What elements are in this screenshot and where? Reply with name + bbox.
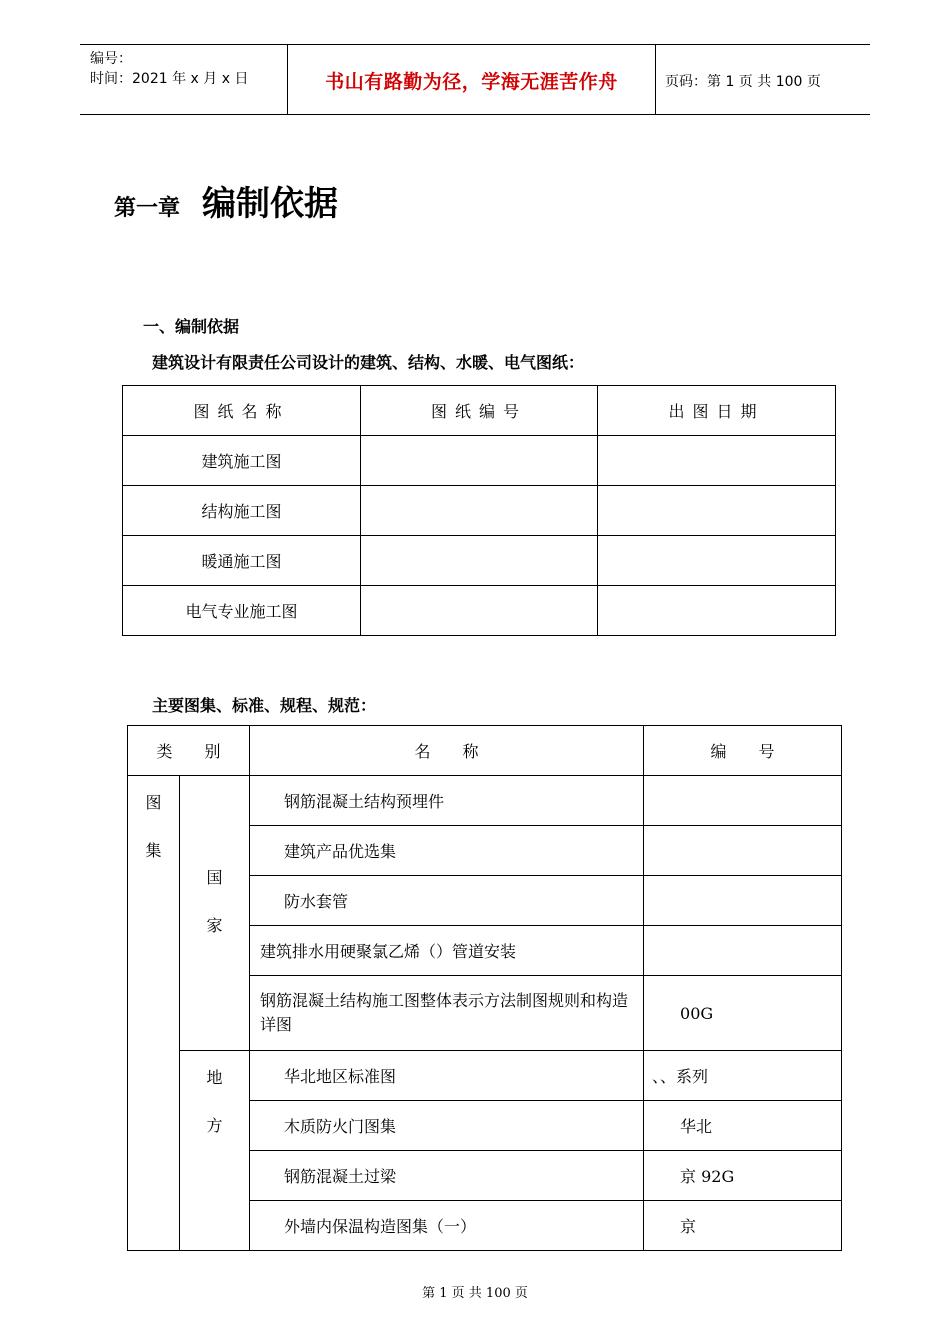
table-row: [123, 536, 836, 586]
header-cell: 出图日期: [598, 386, 836, 436]
category-char: 家: [206, 916, 223, 935]
standard-code-cell: 、、系列: [644, 1051, 842, 1101]
category-char: 国: [206, 868, 223, 887]
standard-name-cell: 建筑排水用硬聚氯乙烯（）管道安装: [250, 926, 644, 976]
table-header-row: [123, 386, 836, 436]
standard-name-cell: 钢筋混凝土结构施工图整体表示方法制图规则和构造详图: [250, 976, 644, 1051]
chapter-number: 第一章: [114, 195, 181, 221]
chapter-title: 编制依据: [202, 184, 339, 224]
drawings-intro: 建筑设计有限责任公司设计的建筑、结构、水暖、电气图纸：: [152, 353, 585, 372]
category-national-cell: [180, 776, 250, 1051]
standard-name-cell: 木质防火门图集: [250, 1101, 644, 1151]
category-local-cell: [180, 1051, 250, 1251]
section-heading: 一、编制依据: [143, 317, 240, 336]
chapter-heading: [114, 176, 338, 225]
table-row: [128, 776, 842, 826]
table-row: [123, 586, 836, 636]
standard-code-cell: [644, 926, 842, 976]
header-cell-category: 类 别: [128, 726, 250, 776]
drawing-number-cell: [361, 586, 598, 636]
standard-code-cell: 京: [644, 1201, 842, 1251]
standard-name-cell: 建筑产品优选集: [250, 826, 644, 876]
drawing-date-cell: [598, 586, 836, 636]
category-char: 集: [145, 841, 162, 860]
time-label: 时间：2021 年 x 月 x 日: [90, 71, 249, 87]
standard-code-cell: [644, 776, 842, 826]
standard-name-cell: 华北地区标准图: [250, 1051, 644, 1101]
table-row: [123, 436, 836, 486]
header-motto: 书山有路勤为径，学海无涯苦作舟: [325, 71, 618, 93]
header-page-info: 页码：第 1 页 共 100 页: [665, 74, 821, 90]
drawing-number-cell: [361, 436, 598, 486]
standards-intro: 主要图集、标准、规程、规范：: [152, 696, 377, 715]
header-cell-name: 名 称: [250, 726, 644, 776]
drawing-name-cell: 电气专业施工图: [123, 586, 361, 636]
page-footer: 第 1 页 共 100 页: [422, 1286, 528, 1301]
table-row: [123, 486, 836, 536]
drawing-date-cell: [598, 486, 836, 536]
header-cell: 图纸编号: [361, 386, 598, 436]
category-char: 图: [145, 793, 162, 812]
number-label: 编号：: [90, 51, 132, 67]
drawing-name-cell: 结构施工图: [123, 486, 361, 536]
standard-code-cell: [644, 826, 842, 876]
standard-name-cell: 外墙内保温构造图集（一）: [250, 1201, 644, 1251]
category-char: 方: [206, 1116, 223, 1135]
category-char: 地: [206, 1068, 223, 1087]
standard-name-cell: 钢筋混凝土过梁: [250, 1151, 644, 1201]
header-cell-code: 编 号: [644, 726, 842, 776]
standard-code-cell: 京 92G: [644, 1151, 842, 1201]
drawing-date-cell: [598, 536, 836, 586]
drawing-number-cell: [361, 486, 598, 536]
header-divider: [655, 45, 656, 114]
drawing-number-cell: [361, 536, 598, 586]
table-row: [128, 1051, 842, 1101]
drawing-name-cell: 建筑施工图: [123, 436, 361, 486]
standards-table: [127, 725, 842, 1251]
standard-name-cell: 钢筋混凝土结构预埋件: [250, 776, 644, 826]
header-cell: 图纸名称: [123, 386, 361, 436]
drawings-table: [122, 385, 836, 636]
standard-code-cell: 00G: [644, 976, 842, 1051]
standard-name-cell: 防水套管: [250, 876, 644, 926]
standard-code-cell: [644, 876, 842, 926]
page-header: [80, 44, 870, 115]
drawing-name-cell: 暖通施工图: [123, 536, 361, 586]
drawing-date-cell: [598, 436, 836, 486]
standard-code-cell: 华北: [644, 1101, 842, 1151]
category-atlas-cell: [128, 776, 180, 1251]
table-header-row: [128, 726, 842, 776]
header-meta: [90, 49, 248, 89]
